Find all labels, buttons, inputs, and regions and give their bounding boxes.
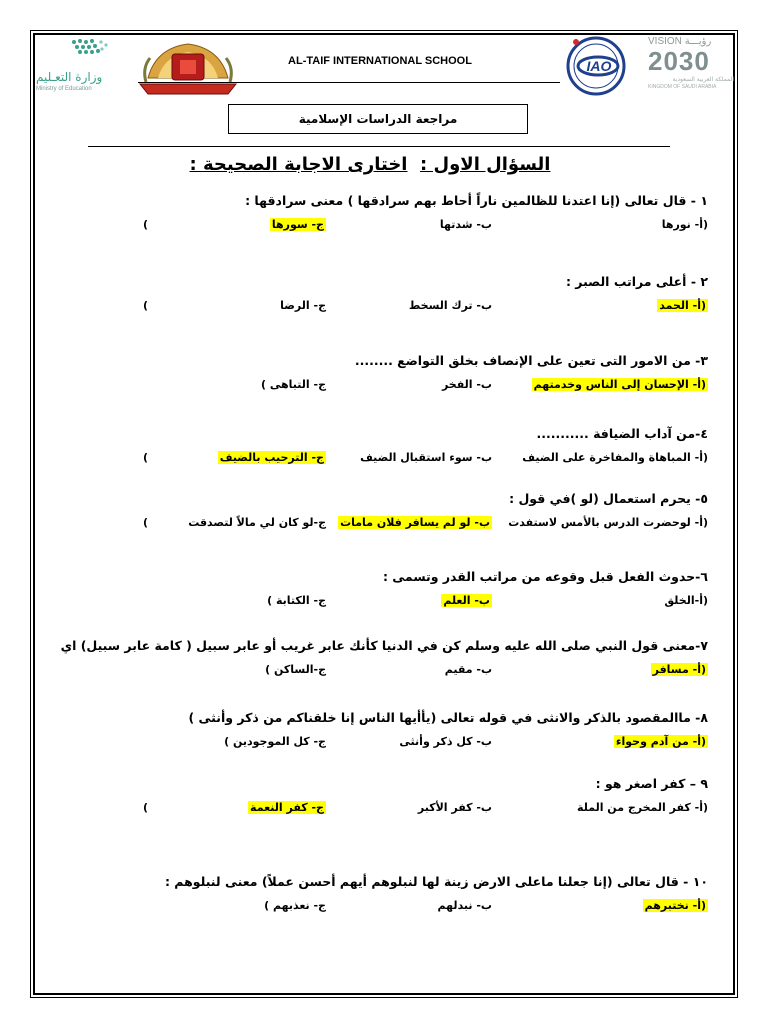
question-10-text: ١٠ - قال تعالى (إنا جعلنا ماعلى الارض زينة لها لنبلوهم أيهم أحسن عملاً) معنى لنبلوهم : xyxy=(164,874,708,889)
question-8-options xyxy=(130,735,708,753)
question-3-option-a: (أ- الإحسان إلى الناس وخدمتهم xyxy=(533,378,706,391)
question-6-text: ٦-حدوث الفعل قبل وقوعه من مراتب القدر وتسمى : xyxy=(382,569,708,584)
question-1-options xyxy=(130,218,708,236)
question-2-option-close: ) xyxy=(142,299,148,312)
question-9-option-close: ) xyxy=(142,801,148,814)
question-1-option-c: ج- سورها xyxy=(271,218,324,231)
moe-logo-english-text: Ministry of Education xyxy=(36,86,92,92)
question-2-text: ٢ - أعلى مراتب الصبر : xyxy=(565,274,708,289)
question-4-option-c: ج- الترحيب بالضيف xyxy=(219,451,324,464)
question-9-text: ٩ – كفر اصغر هو : xyxy=(595,776,708,791)
question-6-option-c: ج- الكتابة ) xyxy=(267,594,326,607)
question-1-text: ١ - قال تعالى (إنا اعتدنا للظالمين ناراً أحاط بهم سرادقها ) معنى سرادقها : xyxy=(245,193,708,208)
question-2-options xyxy=(130,299,708,317)
school-name: AL-TAIF INTERNATIONAL SCHOOL xyxy=(288,55,472,67)
question-3-option-c: ج- التباهى ) xyxy=(261,378,326,391)
question-4-text: ٤-من آداب الضيافة ........... xyxy=(536,426,708,441)
question-5-option-b: ب- لو لم يسافر فلان مامات xyxy=(340,516,490,529)
question-7-option-b: ب- مقيم xyxy=(444,663,492,676)
question-6-option-a: (أ-الخلق xyxy=(664,594,708,607)
question-8-option-b: ب- كل ذكر وأنثى xyxy=(399,735,492,748)
question-5-options xyxy=(130,516,708,534)
question-5-option-close: ) xyxy=(142,516,148,529)
question-1-option-a: (أ- نورها xyxy=(661,218,708,231)
question-8-text: ٨- ماالمقصود بالذكر والانثى في قوله تعالى (يأأيها الناس إنا خلقناكم من ذكر وأنثى ) xyxy=(188,710,708,725)
question-10-option-c: ج- نعذبهم ) xyxy=(264,899,326,912)
question-8-option-c: ج- كل الموجودين ) xyxy=(224,735,326,748)
question-7-options xyxy=(130,663,708,681)
subject-title: مراجعة الدراسات الإسلامية xyxy=(298,112,458,126)
moe-logo-arabic-text: وزارة التعـليم xyxy=(36,70,103,84)
question-7-option-c: ج-الساكن ) xyxy=(265,663,326,676)
question-10-option-a: (أ- نختبرهم xyxy=(644,899,706,912)
question-10-option-b: ب- نبدلهم xyxy=(437,899,492,912)
ministry-of-education-logo xyxy=(36,36,140,96)
question-7-text: ٧-معنى قول النبي صلى الله عليه وسلم كن في الدنيا كأنك عابر غريب أو عابر سبيل ( كامة عابر سبيل) اي xyxy=(60,638,708,653)
question-6-option-b: ب- العلم xyxy=(443,594,490,607)
question-2-option-c: ج- الرضا xyxy=(280,299,326,312)
iao-logo-text: IAO xyxy=(586,58,612,74)
question-9-options xyxy=(130,801,708,819)
vision-logo-title: VISION رؤيـــة xyxy=(648,36,712,47)
iao-accreditation-logo xyxy=(560,36,642,98)
question-6-options xyxy=(130,594,708,612)
question-4-option-b: ب- سوء استقبال الضيف xyxy=(360,451,492,464)
page-border-inner xyxy=(33,33,735,995)
vision-2030-logo xyxy=(640,36,734,94)
question-9-option-b: ب- كفر الأكبر xyxy=(417,801,492,814)
question-3-option-b: ب- الفخر xyxy=(441,378,492,391)
question-5-text: ٥- يحرم استعمال (لو )في قول : xyxy=(509,491,708,506)
vision-logo-kingdom-ar: المملكة العربية السعودية xyxy=(672,76,734,83)
question-4-option-close: ) xyxy=(142,451,148,464)
question-1-option-b: ب- شدتها xyxy=(439,218,492,231)
question-7-option-a: (أ- مسافر xyxy=(652,663,706,676)
question-5-option-a: (أ- لوحضرت الدرس بالأمس لاستفدت xyxy=(508,516,708,529)
vision-logo-year: 2030 xyxy=(648,46,710,76)
question-1-option-close: ) xyxy=(142,218,148,231)
vision-logo-kingdom-en: KINGDOM OF SAUDI ARABIA xyxy=(648,84,717,90)
question-3-options xyxy=(130,378,708,396)
question-5-option-c: ج-لو كان لي مالاً لتصدقت xyxy=(188,516,326,529)
question-4-options xyxy=(130,451,708,469)
header-underline xyxy=(138,82,560,83)
subject-title-box xyxy=(228,104,528,134)
section-divider xyxy=(88,146,670,147)
section-heading-part1: السؤال الاول : xyxy=(420,154,551,175)
question-3-text: ٣- من الامور التى تعين على الإنصاف بخلق التواضع ........ xyxy=(354,353,708,368)
school-crest-logo xyxy=(136,38,240,96)
question-10-options xyxy=(130,899,708,917)
question-4-option-a: (أ- المباهاة والمفاخرة على الضيف xyxy=(522,451,708,464)
question-9-option-c: ج- كفر النعمة xyxy=(250,801,324,814)
section-heading xyxy=(160,154,580,175)
section-heading-part2: اختارى الاجابة الصحيحة : xyxy=(189,154,408,175)
question-8-option-a: (أ- من آدم وحواء xyxy=(615,735,706,748)
question-9-option-a: (أ- كفر المخرج من الملة xyxy=(577,801,708,814)
question-2-option-b: ب- ترك السخط xyxy=(408,299,492,312)
question-2-option-a: (أ- الحمد xyxy=(659,299,706,312)
